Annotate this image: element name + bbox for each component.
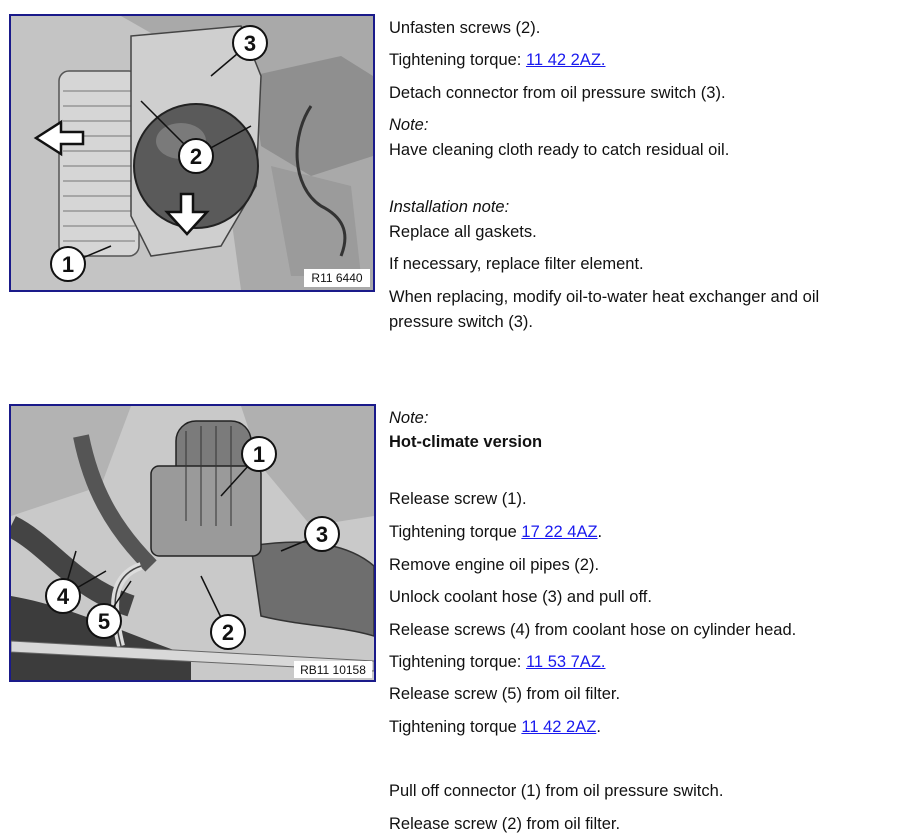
step-release-screws-4: Release screws (4) from coolant hose on cylinder head.	[389, 621, 797, 639]
svg-text:1: 1	[252, 442, 266, 467]
svg-text:3: 3	[243, 31, 257, 56]
note-text: Have cleaning cloth ready to catch residual oil.	[389, 141, 730, 159]
svg-text:4: 4	[56, 584, 70, 609]
callout-2	[211, 615, 245, 649]
torque-line-2	[389, 522, 602, 542]
step-unlock-coolant-hose: Unlock coolant hose (3) and pull off.	[389, 588, 652, 606]
figure-hot-climate-oil-filter	[9, 404, 376, 682]
figure-1-label: R11 6440	[311, 271, 363, 285]
figure-1-illustration	[11, 16, 373, 290]
svg-text:2: 2	[221, 620, 235, 645]
svg-text:1: 1	[61, 252, 75, 277]
callout-3	[233, 26, 267, 60]
installation-note-label: Installation note:	[389, 198, 510, 216]
torque-prefix: Tightening torque	[389, 523, 522, 541]
torque-prefix: Tightening torque:	[389, 51, 526, 69]
callout-1	[242, 437, 276, 471]
step-release-screw-5: Release screw (5) from oil filter.	[389, 685, 621, 703]
torque-prefix: Tightening torque	[389, 718, 522, 736]
torque-prefix: Tightening torque:	[389, 653, 526, 671]
step-release-screw-1: Release screw (1).	[389, 490, 527, 508]
install-replace-filter: If necessary, replace filter element.	[389, 255, 644, 273]
hot-climate-heading: Hot-climate version	[389, 433, 543, 451]
torque-link-11-53-7az[interactable]: 11 53 7AZ.	[525, 653, 606, 671]
torque-suffix: .	[597, 523, 603, 541]
callout-4	[46, 579, 80, 613]
callout-3	[305, 517, 339, 551]
svg-text:2: 2	[189, 144, 203, 169]
note-label: Note:	[389, 116, 429, 134]
install-modify-line-1: When replacing, modify oil-to-water heat exchanger and oil	[389, 288, 820, 306]
step-pull-off-connector: Pull off connector (1) from oil pressure switch.	[389, 782, 724, 800]
svg-text:3: 3	[315, 522, 329, 547]
torque-line-3	[389, 652, 605, 672]
figure-oil-filter-housing	[9, 14, 375, 292]
torque-link-11-42-2az[interactable]: 11 42 2AZ.	[525, 51, 606, 69]
note-label-2: Note:	[389, 409, 429, 427]
torque-link-11-42-2az-b[interactable]: 11 42 2AZ	[521, 718, 597, 736]
callout-5	[87, 604, 121, 638]
torque-link-17-22-4az[interactable]: 17 22 4AZ	[521, 523, 598, 541]
torque-suffix: .	[596, 718, 601, 736]
callout-2	[179, 139, 213, 173]
install-modify-line-2: pressure switch (3).	[389, 313, 533, 331]
figure-2-illustration	[11, 406, 374, 680]
step-detach-connector: Detach connector from oil pressure switch (3).	[389, 84, 726, 102]
step-remove-oil-pipes: Remove engine oil pipes (2).	[389, 556, 600, 574]
svg-text:5: 5	[97, 609, 111, 634]
callout-1	[51, 247, 85, 281]
torque-line-1	[389, 50, 605, 70]
torque-line-4	[389, 717, 601, 737]
step-unfasten-screws: Unfasten screws (2).	[389, 19, 541, 37]
figure-2-label: RB11 10158	[300, 663, 366, 677]
step-release-screw-2: Release screw (2) from oil filter.	[389, 815, 621, 833]
install-replace-gaskets: Replace all gaskets.	[389, 223, 537, 241]
